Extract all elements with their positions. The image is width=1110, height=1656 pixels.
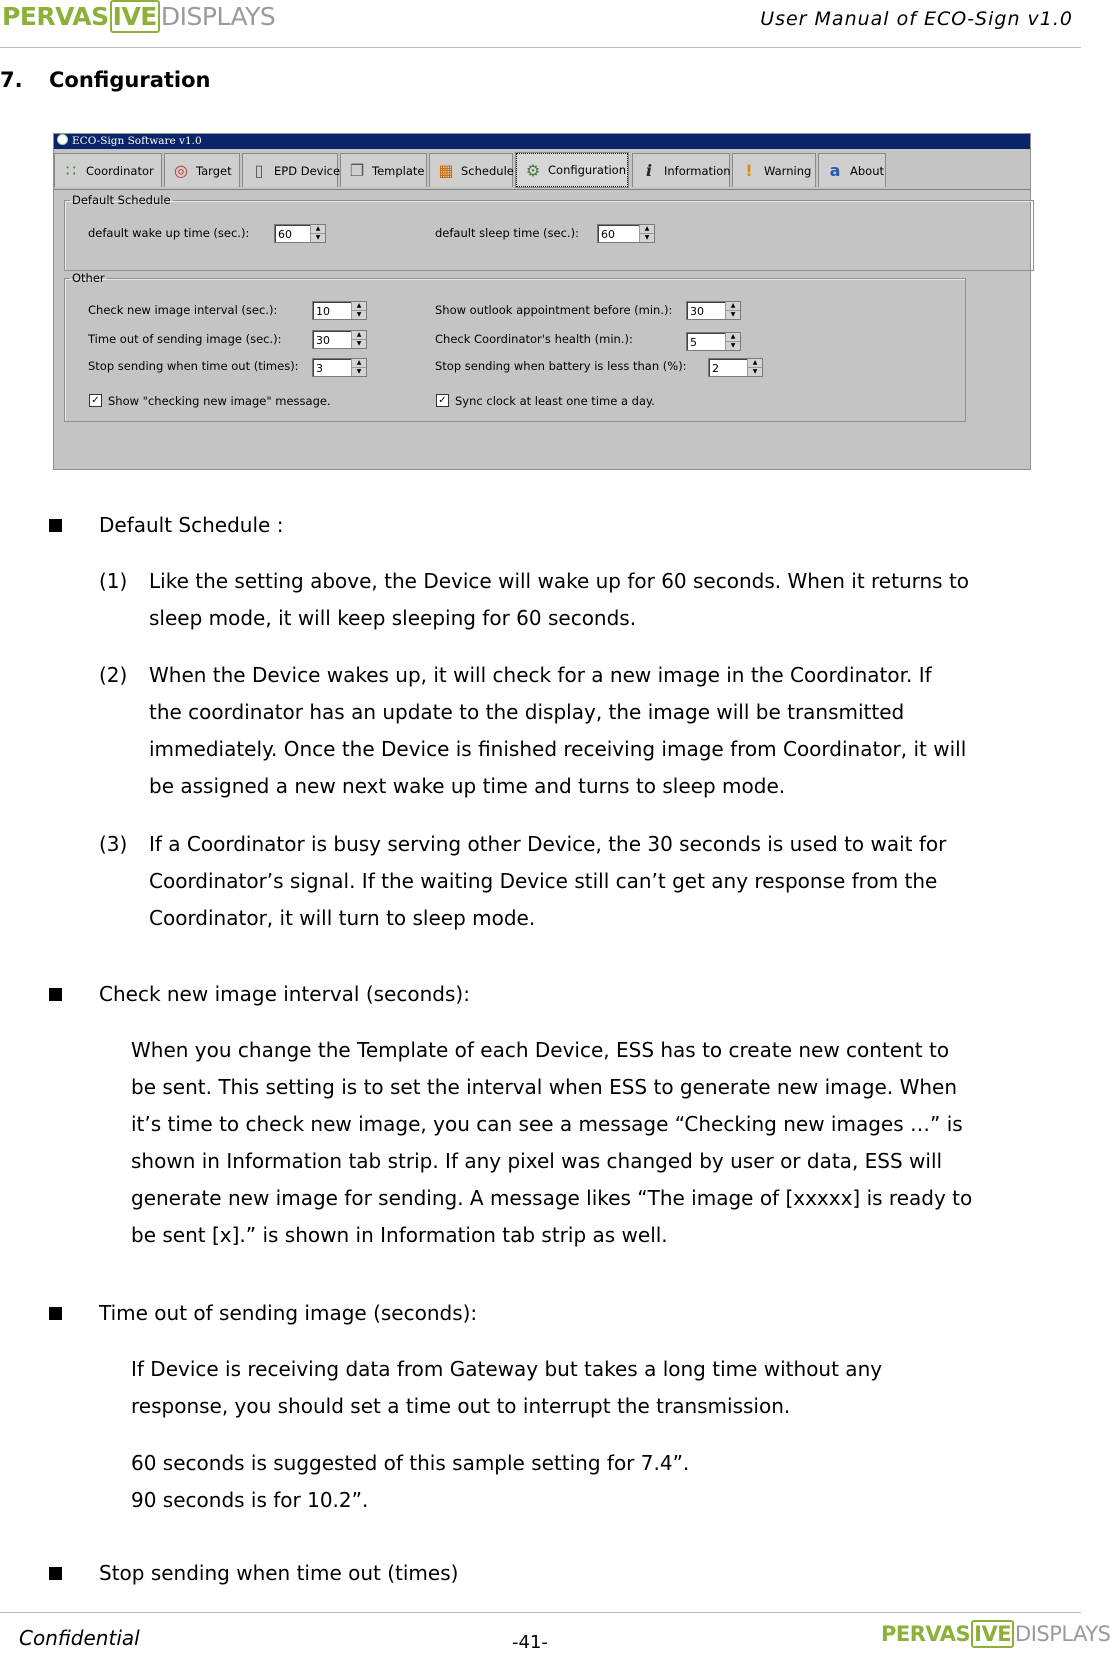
spin-up-icon[interactable]: ▲ xyxy=(726,333,740,342)
spin-up-icon[interactable]: ▲ xyxy=(640,225,654,234)
bullet-square-icon xyxy=(49,1567,62,1580)
document-title: User Manual of ECO-Sign v1.0 xyxy=(760,8,1073,30)
battery-label: Stop sending when battery is less than (%): xyxy=(435,359,687,373)
sleep-time-spinner[interactable]: 60 ▲ ▼ xyxy=(597,224,655,243)
calendar-icon: ▦ xyxy=(438,161,454,180)
signal-icon: ∷ xyxy=(65,161,77,180)
other-legend: Other xyxy=(72,271,105,285)
timeout-suggestion: 60 seconds is suggested of this sample setting for 7.4”. 90 seconds is for 10.2”. xyxy=(131,1451,690,1512)
tab-warning[interactable]: ! Warning xyxy=(732,153,816,187)
sync-clock-checkbox[interactable]: ✓ xyxy=(436,394,449,407)
timeout-paragraph: If Device is receiving data from Gateway but takes a long time without any response, you should set a time out to interrupt the transmission. xyxy=(131,1357,883,1418)
spin-up-icon[interactable]: ▲ xyxy=(726,302,740,311)
footer-divider xyxy=(0,1612,1081,1613)
tab-schedule[interactable]: ▦ Schedule xyxy=(429,153,513,187)
list-item: (2) When the Device wakes up, it will check for a new image in the Coordinator. If the coordinator has an update to the display, the image will be transmitted immediately. Once the Device is finished receiving image from Coordinator, it will be assigned a new next wake up time and turns to sleep mode. xyxy=(99,663,967,798)
default-schedule-heading: Default Schedule : xyxy=(99,513,284,537)
about-icon: a xyxy=(829,161,841,180)
show-checking-checkbox[interactable]: ✓ xyxy=(89,394,102,407)
app-titlebar xyxy=(54,134,1030,149)
tab-template[interactable]: ❐ Template xyxy=(340,153,427,187)
tab-strip xyxy=(54,151,1030,190)
sync-clock-label: Sync clock at least one time a day. xyxy=(455,394,655,408)
list-item: (3) If a Coordinator is busy serving other Device, the 30 seconds is used to wait for Coordinator’s signal. If the waiting Device still can’t get any response from the Coordinator, it will turn to sleep mode. xyxy=(99,832,947,930)
stop-sending-heading: Stop sending when time out (times) xyxy=(99,1561,459,1585)
section-number: 7. xyxy=(0,68,23,92)
warning-icon: ! xyxy=(745,161,753,180)
spin-up-icon[interactable]: ▲ xyxy=(311,225,325,234)
show-checking-label: Show "checking new image" message. xyxy=(108,394,331,408)
spin-up-icon[interactable]: ▲ xyxy=(352,302,366,311)
spin-down-icon[interactable]: ▼ xyxy=(730,342,736,349)
spin-down-icon[interactable]: ▼ xyxy=(356,340,362,347)
app-title: ECO-Sign Software v1.0 xyxy=(72,135,202,147)
stop-times-label: Stop sending when time out (times): xyxy=(88,359,299,373)
check-interval-heading: Check new image interval (seconds): xyxy=(99,982,470,1006)
page-number: -41- xyxy=(512,1632,548,1653)
spin-up-icon[interactable]: ▲ xyxy=(352,331,366,340)
check-interval-label: Check new image interval (sec.): xyxy=(88,303,278,317)
section-title: Configuration xyxy=(49,68,211,92)
device-icon: ▯ xyxy=(254,161,264,180)
app-screenshot xyxy=(53,133,1031,470)
health-label: Check Coordinator's health (min.): xyxy=(435,332,633,346)
spin-down-icon[interactable]: ▼ xyxy=(752,368,758,375)
spin-down-icon[interactable]: ▼ xyxy=(356,311,362,318)
default-schedule-legend: Default Schedule xyxy=(72,193,171,207)
app-icon xyxy=(57,134,68,145)
spin-up-icon[interactable]: ▲ xyxy=(748,359,762,368)
tab-configuration[interactable]: ⚙ Configuration xyxy=(516,153,628,187)
tab-information[interactable]: i Information xyxy=(632,153,730,187)
outlook-spinner[interactable]: 30 ▲ ▼ xyxy=(686,301,741,320)
outlook-label: Show outlook appointment before (min.): xyxy=(435,303,673,317)
bullet-square-icon xyxy=(49,988,62,1001)
wake-time-label: default wake up time (sec.): xyxy=(88,226,250,240)
tab-coordinator[interactable]: ∷ Coordinator xyxy=(54,153,162,187)
template-icon: ❐ xyxy=(349,161,365,180)
timeout-heading: Time out of sending image (seconds): xyxy=(99,1301,478,1325)
spin-down-icon[interactable]: ▼ xyxy=(730,311,736,318)
list-item: (1) Like the setting above, the Device will wake up for 60 seconds. When it returns to sleep mode, it will keep sleeping for 60 seconds. xyxy=(99,569,970,630)
tab-about[interactable]: a About xyxy=(818,153,886,187)
tab-epd-device[interactable]: ▯ EPD Device xyxy=(242,153,338,187)
header-divider xyxy=(0,47,1081,48)
stop-times-spinner[interactable]: 3 ▲ ▼ xyxy=(312,358,367,377)
info-icon: i xyxy=(645,161,653,180)
gears-icon: ⚙ xyxy=(525,160,541,180)
spin-down-icon[interactable]: ▼ xyxy=(315,234,321,241)
spin-down-icon[interactable]: ▼ xyxy=(644,234,650,241)
wake-time-spinner[interactable]: 60 ▲ ▼ xyxy=(274,224,326,243)
header-logo: PERVAS IVE DISPLAYS xyxy=(2,2,276,31)
timeout-spinner[interactable]: 30 ▲ ▼ xyxy=(312,330,367,349)
footer-logo: PERVAS IVE DISPLAYS xyxy=(881,1622,1110,1646)
check-interval-spinner[interactable]: 10 ▲ ▼ xyxy=(312,301,367,320)
spin-up-icon[interactable]: ▲ xyxy=(352,359,366,368)
battery-spinner[interactable]: 2 ▲ ▼ xyxy=(708,358,763,377)
check-interval-paragraph: When you change the Template of each Device, ESS has to create new content to be sent. This setting is to set the interval when ESS to generate new image. When it’s time to check new image, you can see a message “Checking new images …” is shown in Information tab strip. If any pixel was changed by user or data, ESS will generate new image for sending. A message likes “The image of [xxxxx] is ready to be sent [x].” is shown in Information tab strip as well. xyxy=(131,1038,973,1247)
bullet-square-icon xyxy=(49,1307,62,1320)
section-heading xyxy=(0,68,210,92)
tab-target[interactable]: ◎ Target xyxy=(164,153,240,187)
spin-down-icon[interactable]: ▼ xyxy=(356,368,362,375)
target-icon: ◎ xyxy=(174,161,188,180)
footer-confidential: Confidential xyxy=(19,1626,140,1650)
bullet-square-icon xyxy=(49,519,62,532)
health-spinner[interactable]: 5 ▲ ▼ xyxy=(686,332,741,351)
sleep-time-label: default sleep time (sec.): xyxy=(435,226,579,240)
timeout-label: Time out of sending image (sec.): xyxy=(88,332,282,346)
